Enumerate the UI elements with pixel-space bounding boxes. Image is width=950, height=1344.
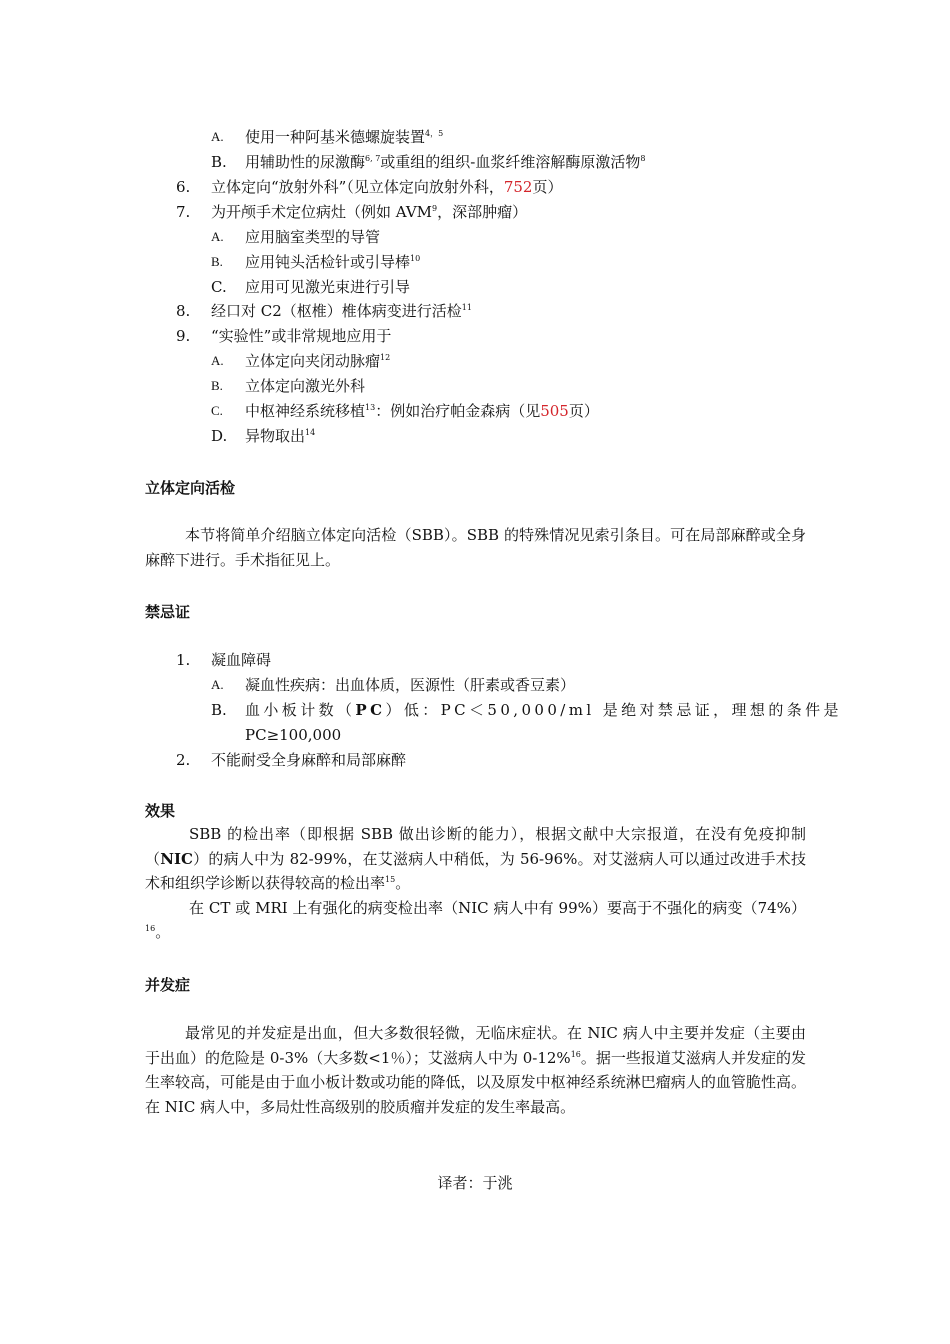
list-marker: A. xyxy=(211,677,224,692)
paragraph-part: SBB 的检出率（即根据 SBB 做出诊断的能力），根据文献中大宗报道，在没有免疫抑制（ xyxy=(145,825,806,868)
list-text xyxy=(211,202,527,222)
paragraph-effect xyxy=(145,822,806,945)
citation-sup: 16 xyxy=(145,924,156,933)
list-text xyxy=(211,177,563,197)
bold-term: NIC xyxy=(160,849,193,868)
list-marker: B. xyxy=(211,378,223,393)
list-marker: 9. xyxy=(176,327,191,345)
list-text-main: 异物取出 xyxy=(245,427,306,445)
bold-term: PC xyxy=(355,701,386,719)
list-text-part: 用辅助性的尿激酶 xyxy=(245,153,366,171)
list-text xyxy=(245,127,443,147)
list-text-main: 应用钝头活检针或引导棒 xyxy=(245,253,411,271)
list-text-main: 使用一种阿基米德螺旋装置 xyxy=(245,128,426,146)
paragraph-complications xyxy=(145,1021,806,1119)
paragraph-part: 在 CT 或 MRI 上有强化的病变检出率（NIC 病人中有 99%）要高于不强化的病变（74%） xyxy=(189,898,806,917)
list-marker: C. xyxy=(211,278,227,296)
paragraph-part: 。 xyxy=(395,874,411,892)
list-text xyxy=(245,152,645,172)
list-text-part: 或重组的组织-血浆纤维溶解酶原激活物 xyxy=(380,153,641,171)
list-text-part: 页） xyxy=(532,178,563,196)
list-text: 凝血性疾病：出血体质，医源性（肝素或香豆素） xyxy=(245,676,576,694)
list-text xyxy=(245,700,842,720)
citation-sup: 14 xyxy=(305,428,316,437)
list-text-part: 为开颅手术定位病灶（例如 AVM xyxy=(211,203,433,221)
citation-sup: 16 xyxy=(570,1049,581,1059)
list-marker: C. xyxy=(211,403,223,418)
paragraph-text xyxy=(145,896,806,945)
list-text-part: 中枢神经系统移植 xyxy=(245,402,366,420)
paragraph-part: 最常见的并发症是出血，但大多数很轻微，无临床症状。在 NIC 病人中主要并发症（主要由于出血）的危险是 0-3%（大多数<1％）；艾滋病人中为 0-12% xyxy=(145,1024,806,1067)
section-heading-complications: 并发症 xyxy=(145,976,191,994)
paragraph-text: 本节将简单介绍脑立体定向活检（SBB）。SBB 的特殊情况见索引条目。可在局部麻醉或全身麻醉下进行。手术指征见上。 xyxy=(145,526,806,569)
list-marker: A. xyxy=(211,229,224,244)
citation-sup: 13 xyxy=(365,403,376,412)
list-text xyxy=(245,426,315,446)
list-marker: 1. xyxy=(176,651,191,669)
list-marker: B. xyxy=(211,254,223,269)
paragraph-biopsy xyxy=(145,523,806,572)
paragraph-part: 。 xyxy=(155,923,171,941)
list-text xyxy=(211,301,472,321)
list-marker: 6. xyxy=(176,178,191,196)
list-text-continued: PC≥100,000 xyxy=(245,726,342,744)
citation-sup: 4，5 xyxy=(425,129,444,138)
citation-sup: 11 xyxy=(461,303,472,312)
citation-sup: 15 xyxy=(385,875,396,884)
list-text xyxy=(245,401,599,421)
paragraph-text xyxy=(145,1021,806,1119)
list-marker: D. xyxy=(211,427,228,445)
list-text-main: 立体定向夹闭动脉瘤 xyxy=(245,352,381,370)
citation-sup: 9 xyxy=(432,204,438,213)
citation-sup: 8 xyxy=(640,154,646,163)
list-text-part: ：例如治疗帕金森病（见 xyxy=(375,402,541,420)
list-text: 凝血障碍 xyxy=(211,651,272,669)
citation-sup: 12 xyxy=(380,353,391,362)
list-marker: B. xyxy=(211,701,227,719)
list-text-part: 血小板计数（ xyxy=(245,701,356,719)
page-ref-link[interactable]: 505 xyxy=(540,402,569,420)
list-marker: 8. xyxy=(176,302,191,320)
page-ref-link[interactable]: 752 xyxy=(503,178,533,196)
list-text-part: ）低：PC＜50,000/ml 是绝对禁忌证，理想的条件是 xyxy=(385,701,842,719)
list-marker: 2. xyxy=(176,751,191,769)
section-heading-biopsy: 立体定向活检 xyxy=(145,479,236,497)
section-heading-effect: 效果 xyxy=(145,802,176,820)
list-text-part: 立体定向“放射外科”（见立体定向放射外科， xyxy=(211,178,504,196)
list-marker: B. xyxy=(211,153,227,171)
list-text xyxy=(245,351,390,371)
list-text: “实验性”或非常规地应用于 xyxy=(211,327,392,345)
citation-sup: 6, 7 xyxy=(365,154,381,163)
paragraph-text xyxy=(145,822,806,896)
list-marker: A. xyxy=(211,129,224,144)
paragraph-part: ）的病人中为 82-99%，在艾滋病人中稍低，为 56-96%。对艾滋病人可以通过改进手术技术和组织学诊断以获得较高的检出率 xyxy=(145,849,806,892)
list-text: 应用脑室类型的导管 xyxy=(245,228,381,246)
list-text: 应用可见激光束进行引导 xyxy=(245,278,411,296)
list-marker: A. xyxy=(211,353,224,368)
list-text: 立体定向激光外科 xyxy=(245,377,366,395)
list-marker: 7. xyxy=(176,203,191,221)
citation-sup: 10 xyxy=(410,254,421,263)
translator-signature: 译者：于洮 xyxy=(437,1174,513,1192)
list-text-main: 经口对 C2（枢椎）椎体病变进行活检 xyxy=(211,302,462,320)
paragraph-part: 。据一些报道艾滋病人并发症的发生率较高，可能是由于血小板计数或功能的降低，以及原发中枢神经系统淋巴瘤病人的血管脆性高。在 NIC 病人中，多局灶性高级别的胶质瘤并发症的发生率最高。 xyxy=(145,1048,806,1116)
list-text-part: ，深部肿瘤） xyxy=(437,203,528,221)
section-heading-contraindications: 禁忌证 xyxy=(145,603,191,621)
list-text xyxy=(245,252,420,272)
list-text-part: 页） xyxy=(568,402,599,420)
list-text: 不能耐受全身麻醉和局部麻醉 xyxy=(211,751,407,769)
